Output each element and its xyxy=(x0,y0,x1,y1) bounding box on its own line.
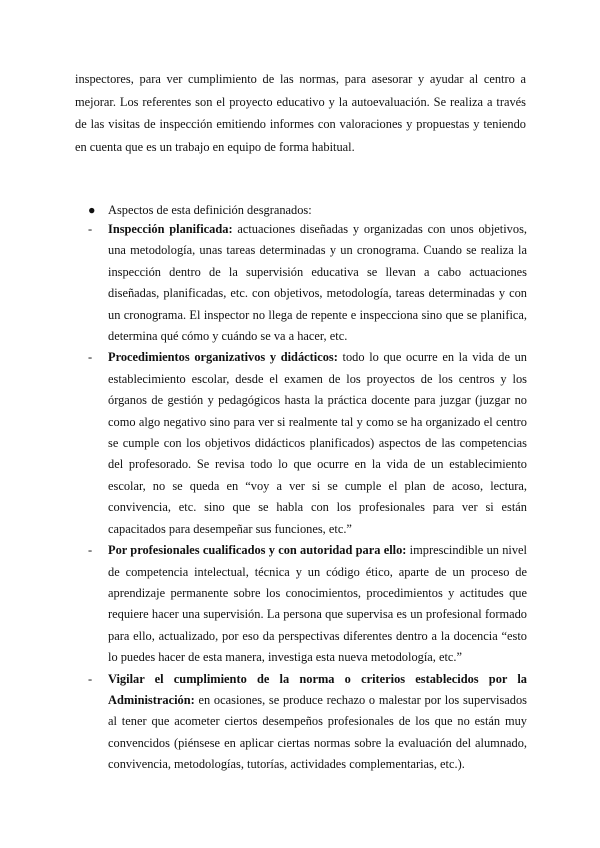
section-heading: Aspectos de esta definición desgranados: xyxy=(108,203,312,217)
list-item-description: imprescindible un nivel de competencia intelectual, técnica y un código ético, aparte de un proceso de aprendizaje permanente sobre los conocimientos, procedimientos y actitudes que requiere hacer una supervisión. La persona que supervisa es un profesional formado para ello, actualizado, por eso da perspectivas diferentes dentro a la docencia “esto lo puedes hacer de esta manera, investiga esta nueva metodología, etc.” xyxy=(108,543,527,665)
list-item-term: Inspección planificada: xyxy=(108,222,233,236)
intro-paragraph: inspectores, para ver cumplimiento de las normas, para asesorar y ayudar al centro a mejorar. Los referentes son el proyecto educativo y la autoevaluación. Se realiza a través de las visitas de inspección emitiendo informes con valoraciones y propuestas y teniendo en cuenta que es un trabajo en equipo de forma habitual. xyxy=(75,72,526,154)
dash-bullet-icon: - xyxy=(88,543,93,558)
list-item-description: en ocasiones, se produce rechazo o malestar por los supervisados al tener que acometer ciertos desempeños profesionales de los que no están muy convencidos (piénsese en aplicar ciertas normas sobre la evaluación del alumnado, convivencia, metodologías, tutorías, actividades complementarias, etc.). xyxy=(108,692,527,772)
list-item xyxy=(88,347,527,540)
list-item-term: Procedimientos organizativos y didácticos: xyxy=(108,350,338,365)
dash-bullet-icon: - xyxy=(88,222,93,236)
list-item xyxy=(88,540,527,668)
dash-bullet-icon: - xyxy=(88,350,93,365)
section-heading-row xyxy=(88,201,528,219)
list-item-text xyxy=(108,219,527,347)
list-item-term: Por profesionales cualificados y con autoridad para ello: xyxy=(108,543,407,558)
bullet-icon: ● xyxy=(88,203,96,217)
list-item-text xyxy=(108,347,527,540)
list-item xyxy=(88,669,527,776)
list-item-description: actuaciones diseñadas y organizadas con unos objetivos, una metodología, unas tareas determinadas y un cronograma. Cuando se realiza la inspección dentro de la supervisión educativa se llevan a cabo actuaciones diseñadas, planificadas, etc. con objetivos, metodología, tareas determinadas y con un cronograma. El inspector no llega de repente e inspecciona sino que se planifica, determina qué cómo y cuándo se va a hacer, etc. xyxy=(108,222,527,344)
list-item-description: todo lo que ocurre en la vida de un establecimiento escolar, desde el examen de los proyectos de los centros y los órganos de gestión y pedagógicos hasta la práctica docente para juzgar (juzgar no como algo negativo sino para ver si realmente tal y como se ha organizado el centro se cumple con los objetivos didácticos planificados) aspectos de las competencias del profesorado. Se revisa todo lo que ocurre en la vida de un establecimiento escolar, no se queda en “voy a ver si se cumple el plan de acoso, lectura, convivencia, etc. sino que se habla con los profesionales para ver si están capacitados para desempeñar sus funciones, etc.” xyxy=(108,350,527,536)
list-item-term: Vigilar el cumplimiento de la norma o criterios establecidos por la Administración: xyxy=(108,671,527,707)
dash-bullet-icon: - xyxy=(88,671,93,686)
list-item xyxy=(88,219,527,347)
list-item-text xyxy=(108,669,527,776)
list-item-text xyxy=(108,540,527,668)
definition-aspects-list xyxy=(88,219,527,776)
